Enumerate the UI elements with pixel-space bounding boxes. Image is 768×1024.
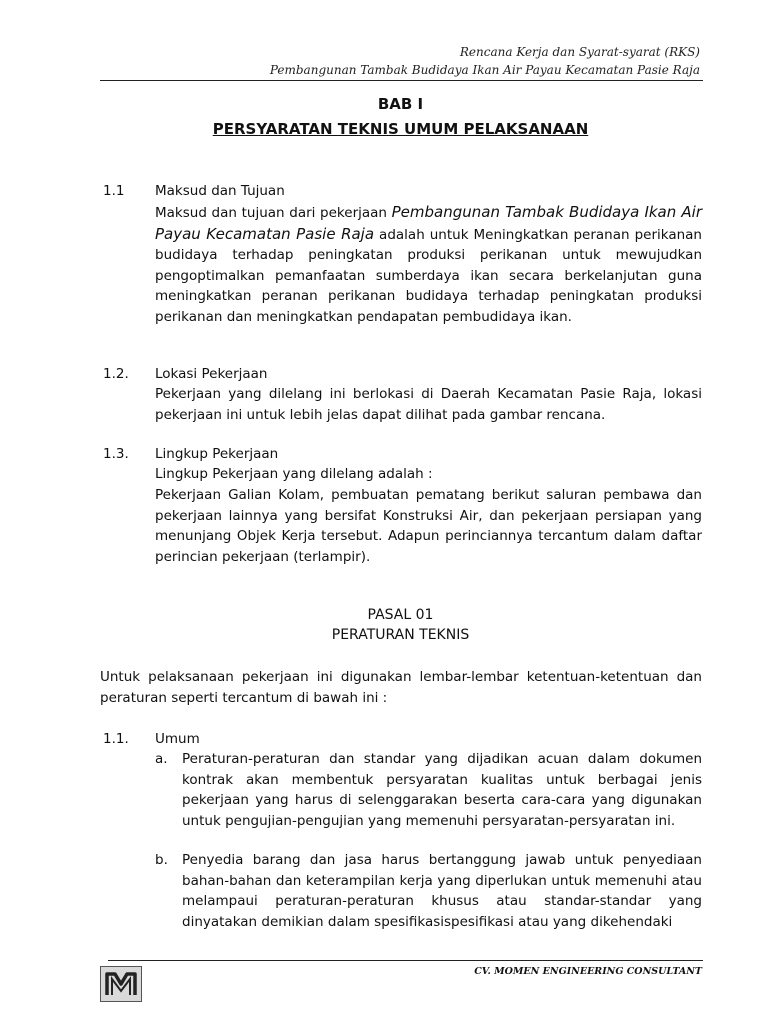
section-heading: Lokasi Pekerjaan	[155, 366, 268, 382]
section-heading: Maksud dan Tujuan	[155, 183, 285, 199]
section-number: 1.1	[103, 183, 125, 199]
paragraph-text: Maksud dan tujuan dari pekerjaan	[155, 205, 392, 221]
subsection-number: 1.1.	[103, 731, 129, 747]
pasal-title: PERATURAN TEKNIS	[331, 627, 470, 643]
section-intro: Lingkup Pekerjaan yang dilelang adalah :	[155, 466, 433, 482]
project-name: Pembangunan Tambak Budidaya Ikan Air Payau Kecamatan Pasie Raja	[155, 203, 702, 243]
header-document-title: Rencana Kerja dan Syarat-syarat (RKS)	[459, 45, 700, 59]
section-paragraph	[155, 202, 702, 328]
company-logo-icon	[100, 966, 142, 1002]
section-number: 1.2.	[103, 366, 129, 382]
section-paragraph: Pekerjaan yang dilelang ini berlokasi di Daerah Kecamatan Pasie Raja, lokasi pekerjaan ini untuk lebih jelas dapat dilihat pada gambar rencana.	[155, 386, 702, 423]
subsection-heading: Umum	[155, 731, 200, 747]
list-item: Penyedia barang dan jasa harus bertanggung jawab untuk penyediaan bahan-bahan dan keterampilan kerja yang diperlukan untuk memenuhi atau melampaui peraturan-peraturan khusus atau standar-standar yang dinyatakan demikian dalam spesifikasispesifikasi atau yang dikehendaki	[182, 852, 702, 930]
section-heading: Lingkup Pekerjaan	[155, 446, 279, 462]
footer-company-name: CV. MOMEN ENGINEERING CONSULTANT	[474, 966, 702, 977]
list-marker: a.	[155, 751, 168, 767]
list-marker: b.	[155, 852, 168, 868]
header-project-title: Pembangunan Tambak Budidaya Ikan Air Payau Kecamatan Pasie Raja	[269, 63, 700, 77]
chapter-title: PERSYARATAN TEKNIS UMUM PELAKSANAAN	[212, 120, 589, 138]
pasal-intro: Untuk pelaksanaan pekerjaan ini digunakan lembar-lembar ketentuan-ketentuan dan peraturan seperti tercantum di bawah ini :	[100, 669, 702, 706]
chapter-number: BAB I	[377, 95, 424, 113]
header-divider	[100, 80, 703, 81]
list-item: Peraturan-peraturan dan standar yang dijadikan acuan dalam dokumen kontrak akan membentuk persyaratan kualitas untuk berbagai jenis pekerjaan yang harus di selenggarakan beserta cara-cara yang digunakan untuk pengujian-pengujian yang memenuhi persyaratan-persyaratan ini.	[182, 751, 702, 829]
section-paragraph: Pekerjaan Galian Kolam, pembuatan pematang berikut saluran pembawa dan pekerjaan lainnya yang bersifat Konstruksi Air, dan pekerjaan persiapan yang menunjang Objek Kerja tersebut. Adapun perinciannya tercantum dalam daftar perincian pekerjaan (terlampir).	[155, 487, 702, 565]
section-number: 1.3.	[103, 446, 129, 462]
paragraph-text: adalah untuk Meningkatkan peranan perikanan budidaya terhadap peningkatan produksi perikanan untuk mewujudkan pengoptimalkan pemanfaatan sumberdaya ikan secara berkelanjutan guna meningkatkan peranan perikanan budidaya terhadap peningkatan produksi perikanan dan meningkatkan pendapatan pembudidaya ikan.	[155, 226, 702, 325]
pasal-label: PASAL 01	[367, 607, 434, 623]
footer-divider	[108, 960, 703, 961]
